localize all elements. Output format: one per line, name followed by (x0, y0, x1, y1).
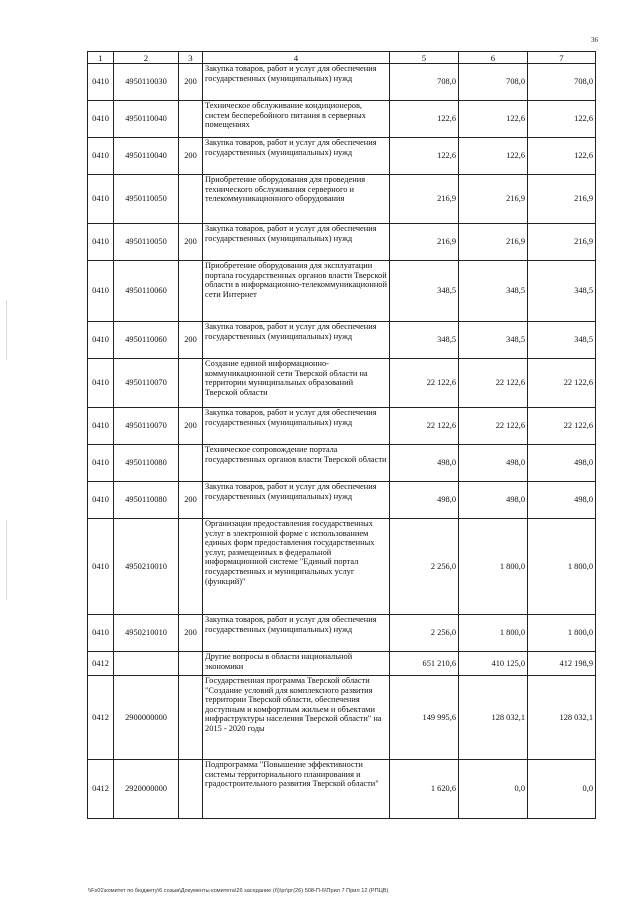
expense-type-cell: 200 (179, 408, 203, 445)
amount-col-5-cell: 2 256,0 (390, 615, 459, 652)
amount-col-5-cell: 498,0 (390, 445, 459, 482)
expense-type-cell: 200 (179, 615, 203, 652)
amount-col-5-cell: 708,0 (390, 64, 459, 101)
amount-col-7-cell: 1 800,0 (528, 615, 596, 652)
amount-col-7-cell: 122,6 (528, 101, 596, 138)
amount-col-7-cell: 216,9 (528, 175, 596, 224)
amount-col-5-cell: 2 256,0 (390, 519, 459, 615)
header-col-5: 5 (390, 52, 459, 64)
amount-col-6-cell: 1 800,0 (459, 615, 528, 652)
amount-col-5-cell: 348,5 (390, 261, 459, 322)
table-row (88, 261, 596, 322)
left-margin-mark (6, 520, 7, 600)
section-code-cell: 0412 (88, 676, 114, 760)
section-code-cell: 0410 (88, 138, 114, 175)
amount-col-7-cell: 1 800,0 (528, 519, 596, 615)
target-article-cell: 4950110080 (114, 482, 179, 519)
table-row (88, 445, 596, 482)
target-article-cell: 4950110030 (114, 64, 179, 101)
description-cell: Приобретение оборудования для эксплуатации портала государственных органов власти Тверской области в информационно-телекоммуникационной сети Интернет (203, 261, 390, 322)
amount-col-5-cell: 216,9 (390, 175, 459, 224)
amount-col-6-cell: 22 122,6 (459, 359, 528, 408)
section-code-cell: 0410 (88, 101, 114, 138)
amount-col-6-cell: 1 800,0 (459, 519, 528, 615)
table-row (88, 101, 596, 138)
expense-type-cell (179, 445, 203, 482)
expense-type-cell: 200 (179, 322, 203, 359)
description-cell: Закупка товаров, работ и услуг для обеспечения государственных (муниципальных) нужд (203, 138, 390, 175)
amount-col-6-cell: 216,9 (459, 175, 528, 224)
amount-col-6-cell: 216,9 (459, 224, 528, 261)
description-cell: Организация предоставления государственных услуг в электронной форме с использованием единых форм предоставления государственных услуг, размещенных в федеральной информационной системе "Единый портал государственных и муниципальных услуг (функций)" (203, 519, 390, 615)
description-cell: Создание единой информационно-коммуникационной сети Тверской области на территории муниципальных образований Тверской области (203, 359, 390, 408)
amount-col-7-cell: 708,0 (528, 64, 596, 101)
table-row (88, 359, 596, 408)
section-code-cell: 0410 (88, 64, 114, 101)
description-cell: Закупка товаров, работ и услуг для обеспечения государственных (муниципальных) нужд (203, 64, 390, 101)
file-path-footer: \\Fs01\комитет по бюджету\6 созыв\Документы комитета\26 заседание (б)\рг\рг(26) 508-П-6\Прил 7 Прил 12 (РПЦВ) (88, 888, 389, 894)
amount-col-5-cell: 22 122,6 (390, 359, 459, 408)
amount-col-6-cell: 708,0 (459, 64, 528, 101)
table-row (88, 408, 596, 445)
section-code-cell: 0410 (88, 322, 114, 359)
table-row (88, 175, 596, 224)
amount-col-6-cell: 498,0 (459, 445, 528, 482)
amount-col-7-cell: 412 198,9 (528, 652, 596, 676)
header-col-6: 6 (459, 52, 528, 64)
amount-col-6-cell: 410 125,0 (459, 652, 528, 676)
amount-col-6-cell: 128 032,1 (459, 676, 528, 760)
amount-col-7-cell: 122,6 (528, 138, 596, 175)
description-cell: Техническое обслуживание кондиционеров, систем бесперебойного питания в серверных помещениях (203, 101, 390, 138)
header-col-1: 1 (88, 52, 114, 64)
target-article-cell: 2920000000 (114, 760, 179, 819)
target-article-cell: 4950110060 (114, 322, 179, 359)
expense-type-cell (179, 676, 203, 760)
table-row (88, 652, 596, 676)
amount-col-6-cell: 122,6 (459, 138, 528, 175)
description-cell: Закупка товаров, работ и услуг для обеспечения государственных (муниципальных) нужд (203, 615, 390, 652)
description-cell: Закупка товаров, работ и услуг для обеспечения государственных (муниципальных) нужд (203, 482, 390, 519)
description-cell: Государственная программа Тверской области "Создание условий для комплексного развития территории Тверской области, обеспечения доступным и комфортным жильем и объектами инфраструктуры населения Тверской области" на 2015 - 2020 годы (203, 676, 390, 760)
table-row (88, 676, 596, 760)
amount-col-7-cell: 348,5 (528, 261, 596, 322)
target-article-cell: 4950110050 (114, 224, 179, 261)
section-code-cell: 0410 (88, 224, 114, 261)
left-margin-mark (6, 300, 7, 360)
section-code-cell: 0410 (88, 519, 114, 615)
page-number: 36 (591, 36, 598, 44)
section-code-cell: 0410 (88, 615, 114, 652)
expense-type-cell (179, 760, 203, 819)
amount-col-5-cell: 1 620,6 (390, 760, 459, 819)
amount-col-7-cell: 22 122,6 (528, 359, 596, 408)
budget-table (87, 51, 596, 819)
target-article-cell: 4950110070 (114, 359, 179, 408)
amount-col-7-cell: 216,9 (528, 224, 596, 261)
description-cell: Техническое сопровождение портала государственных органов власти Тверской области (203, 445, 390, 482)
expense-type-cell (179, 101, 203, 138)
description-cell: Закупка товаров, работ и услуг для обеспечения государственных (муниципальных) нужд (203, 224, 390, 261)
table-row (88, 760, 596, 819)
header-col-2: 2 (114, 52, 179, 64)
amount-col-6-cell: 348,5 (459, 322, 528, 359)
target-article-cell: 4950110070 (114, 408, 179, 445)
amount-col-5-cell: 498,0 (390, 482, 459, 519)
target-article-cell (114, 652, 179, 676)
description-cell: Другие вопросы в области национальной экономики (203, 652, 390, 676)
amount-col-5-cell: 348,5 (390, 322, 459, 359)
section-code-cell: 0410 (88, 482, 114, 519)
expense-type-cell (179, 261, 203, 322)
target-article-cell: 4950110040 (114, 101, 179, 138)
section-code-cell: 0412 (88, 652, 114, 676)
amount-col-7-cell: 498,0 (528, 482, 596, 519)
amount-col-7-cell: 0,0 (528, 760, 596, 819)
expense-type-cell: 200 (179, 138, 203, 175)
expense-type-cell (179, 652, 203, 676)
expense-type-cell: 200 (179, 64, 203, 101)
amount-col-6-cell: 498,0 (459, 482, 528, 519)
table-row (88, 64, 596, 101)
amount-col-5-cell: 122,6 (390, 138, 459, 175)
header-col-7: 7 (528, 52, 596, 64)
description-cell: Закупка товаров, работ и услуг для обеспечения государственных (муниципальных) нужд (203, 408, 390, 445)
section-code-cell: 0410 (88, 359, 114, 408)
header-col-3: 3 (179, 52, 203, 64)
target-article-cell: 4950110060 (114, 261, 179, 322)
description-cell: Приобретение оборудования для проведения технического обслуживания серверного и телекоммуникационного оборудования (203, 175, 390, 224)
amount-col-6-cell: 348,5 (459, 261, 528, 322)
target-article-cell: 4950110050 (114, 175, 179, 224)
table-row (88, 519, 596, 615)
target-article-cell: 4950210010 (114, 615, 179, 652)
table-row (88, 615, 596, 652)
amount-col-6-cell: 22 122,6 (459, 408, 528, 445)
section-code-cell: 0410 (88, 445, 114, 482)
section-code-cell: 0410 (88, 175, 114, 224)
table-row (88, 322, 596, 359)
amount-col-6-cell: 122,6 (459, 101, 528, 138)
amount-col-7-cell: 128 032,1 (528, 676, 596, 760)
expense-type-cell (179, 519, 203, 615)
section-code-cell: 0412 (88, 760, 114, 819)
target-article-cell: 2900000000 (114, 676, 179, 760)
amount-col-7-cell: 22 122,6 (528, 408, 596, 445)
amount-col-5-cell: 22 122,6 (390, 408, 459, 445)
target-article-cell: 4950210010 (114, 519, 179, 615)
amount-col-7-cell: 348,5 (528, 322, 596, 359)
expense-type-cell (179, 175, 203, 224)
amount-col-5-cell: 149 995,6 (390, 676, 459, 760)
table-row (88, 482, 596, 519)
target-article-cell: 4950110080 (114, 445, 179, 482)
table-row (88, 138, 596, 175)
amount-col-5-cell: 216,9 (390, 224, 459, 261)
expense-type-cell: 200 (179, 224, 203, 261)
section-code-cell: 0410 (88, 408, 114, 445)
amount-col-6-cell: 0,0 (459, 760, 528, 819)
target-article-cell: 4950110040 (114, 138, 179, 175)
header-row (88, 52, 596, 64)
expense-type-cell (179, 359, 203, 408)
description-cell: Подпрограмма "Повышение эффективности системы территориального планирования и градостроительного развития Тверской области" (203, 760, 390, 819)
amount-col-5-cell: 651 210,6 (390, 652, 459, 676)
table-header (88, 52, 596, 64)
amount-col-5-cell: 122,6 (390, 101, 459, 138)
description-cell: Закупка товаров, работ и услуг для обеспечения государственных (муниципальных) нужд (203, 322, 390, 359)
section-code-cell: 0410 (88, 261, 114, 322)
amount-col-7-cell: 498,0 (528, 445, 596, 482)
expense-type-cell: 200 (179, 482, 203, 519)
table-body (88, 64, 596, 819)
table-row (88, 224, 596, 261)
header-col-4: 4 (203, 52, 390, 64)
